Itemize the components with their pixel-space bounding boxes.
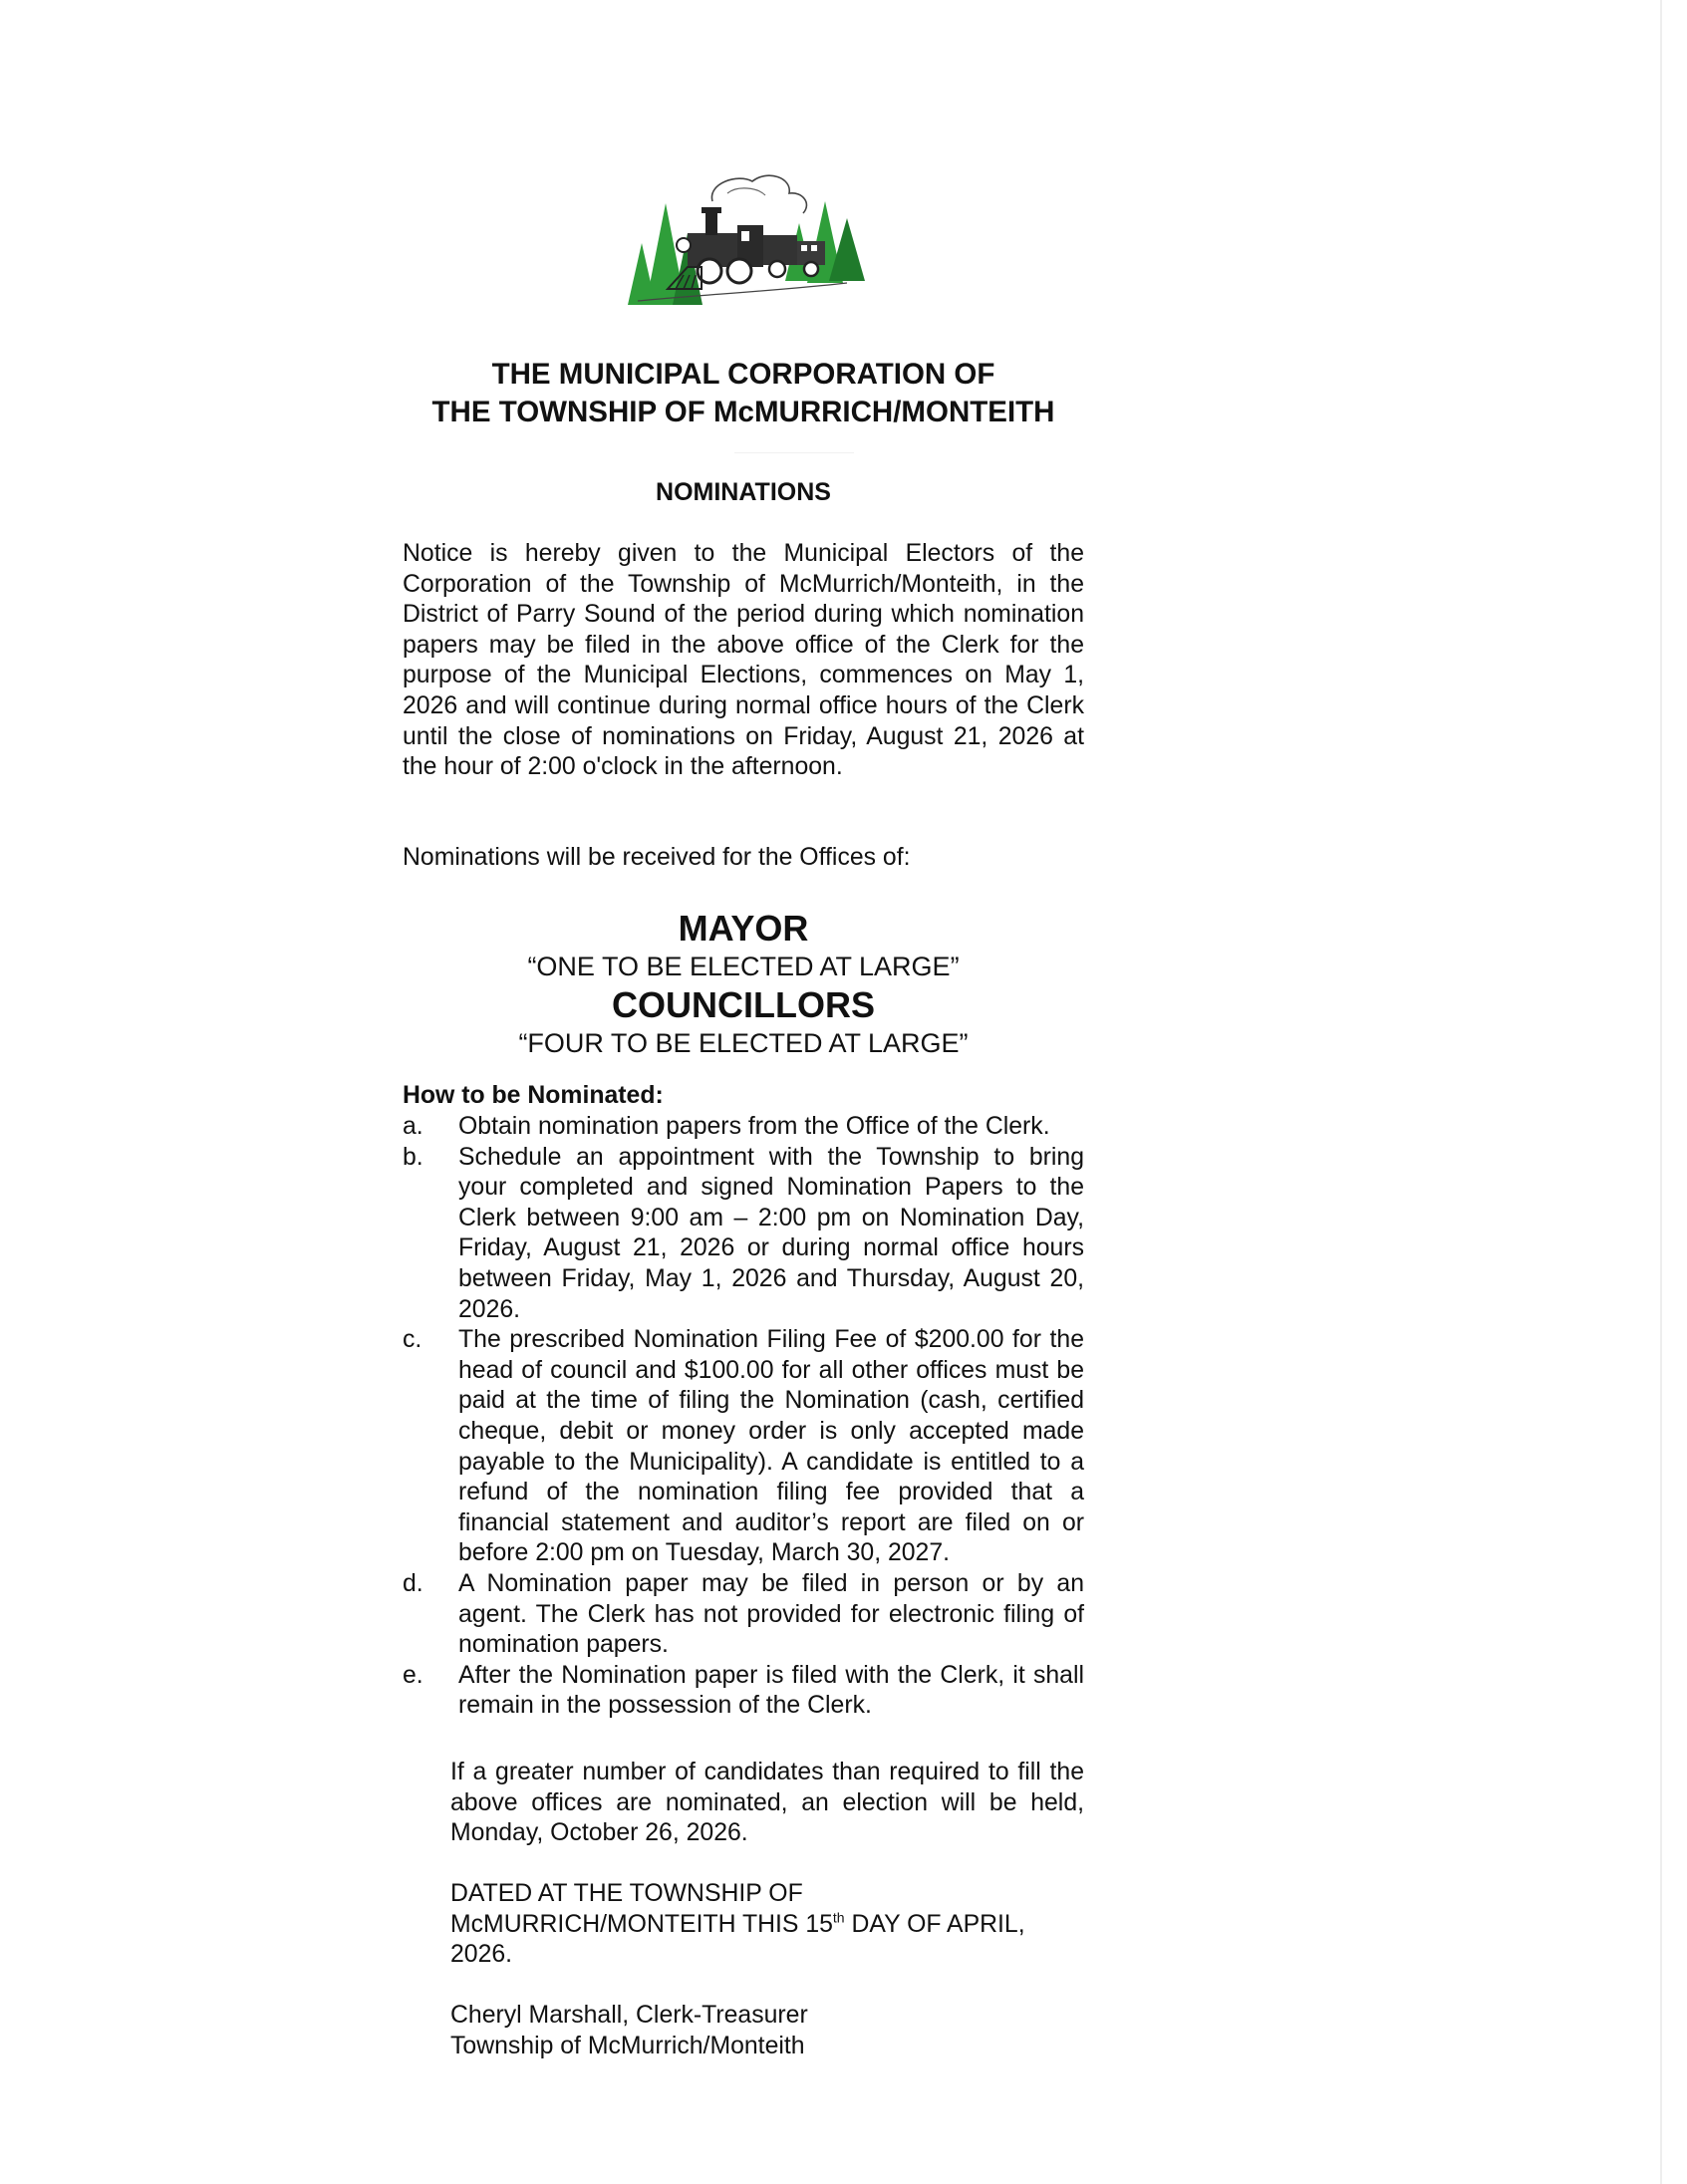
how-to-title: How to be Nominated: [403,1082,664,1109]
offices-intro-block [403,843,1084,874]
list-text: The prescribed Nomination Filing Fee of $200.00 for the head of council and $100.00 for all other offices must be paid at the time of filing the Nomination (cash, certified cheque, debit or money order is only accepted made payable to the Municipality). A candidate is entitled to a refund of the nomination filing fee provided that a financial statement and auditor’s report are filed on or before 2:00 pm on Tuesday, March 30, 2027. [458,1326,1084,1567]
dated-word: TOWNSHIP [629,1880,762,1907]
ordinal-suffix: th [832,1909,845,1926]
list-item [403,1569,1084,1661]
office-subtitle: “ONE TO BE ELECTED AT LARGE” [527,952,960,981]
list-marker: c. [403,1326,422,1354]
dated-block [450,1879,1084,1971]
notice-paragraph: Notice is hereby given to the Municipal Electors of the Corporation of the Township of McMurrich/Monteith, in the District of Parry Sound of the period during which nomination papers may be filed in the above office of the Clerk for the purpose of the Municipal Elections, commences on May 1, 2026 and will continue during normal office hours of the Clerk until the close of nominations on Friday, August 21, 2026 at the hour of 2:00 o'clock in the afternoon. [403,540,1084,781]
office-mayor [403,909,1084,984]
steam-train-logo-icon [618,163,867,313]
heading-line-1: THE MUNICIPAL CORPORATION OF [491,358,995,391]
list-item [403,1661,1084,1722]
dated-line-2 [450,1910,1084,1941]
list-item [403,1143,1084,1326]
list-marker: b. [403,1143,423,1171]
election-note-block [450,1758,1084,1849]
dated-word: THE [573,1880,624,1907]
dated-line-3: 2026. [450,1941,513,1969]
office-subtitle: “FOUR TO BE ELECTED AT LARGE” [518,1028,969,1058]
list-marker: d. [403,1569,423,1597]
offices-intro: Nominations will be received for the Offices of: [403,844,911,871]
list-item [403,1325,1084,1569]
office-councillors [403,985,1084,1061]
divider [734,452,854,453]
dated-line-1 [450,1879,1084,1910]
signature-name: Cheryl Marshall, Clerk-Treasurer [450,2002,808,2029]
heading-line-2: THE TOWNSHIP OF McMURRICH/MONTEITH [431,396,1055,428]
list-text: Obtain nomination papers from the Office of the Clerk. [458,1113,1050,1140]
office-title: MAYOR [678,908,809,949]
scan-edge-line [1660,0,1662,2184]
signature-block [450,2001,1084,2061]
list-text: Schedule an appointment with the Township to bring your completed and signed Nomination Papers to the Clerk between 9:00 am – 2:00 pm on Nomination Day, Friday, August 21, 2026 or during normal office hours between Friday, May 1, 2026 and Thursday, August 20, 2026. [458,1143,1084,1323]
election-note: If a greater number of candidates than required to fill the above offices are nominated, an election will be held, Monday, October 26, 2026. [450,1759,1084,1847]
signature-org: Township of McMurrich/Monteith [450,2032,805,2059]
list-marker: e. [403,1661,423,1689]
list-item [403,1112,1084,1143]
dated-text: McMURRICH/MONTEITH THIS 15 [450,1910,833,1938]
dated-word: AT [537,1880,568,1907]
dated-word: OF [768,1880,803,1907]
office-title: COUNCILLORS [612,984,875,1025]
dated-text: DAY OF APRIL, [844,1910,1025,1938]
how-to-list [403,1112,1084,1722]
list-text: A Nomination paper may be filed in person or by an agent. The Clerk has not provided for electronic filing of nomination papers. [458,1569,1084,1659]
list-marker: a. [403,1113,423,1140]
dated-word: DATED [450,1880,533,1907]
notice-block [403,539,1084,783]
list-text: After the Nomination paper is filed with the Clerk, it shall remain in the possession of the Clerk. [458,1661,1084,1720]
section-title: NOMINATIONS [656,478,831,506]
